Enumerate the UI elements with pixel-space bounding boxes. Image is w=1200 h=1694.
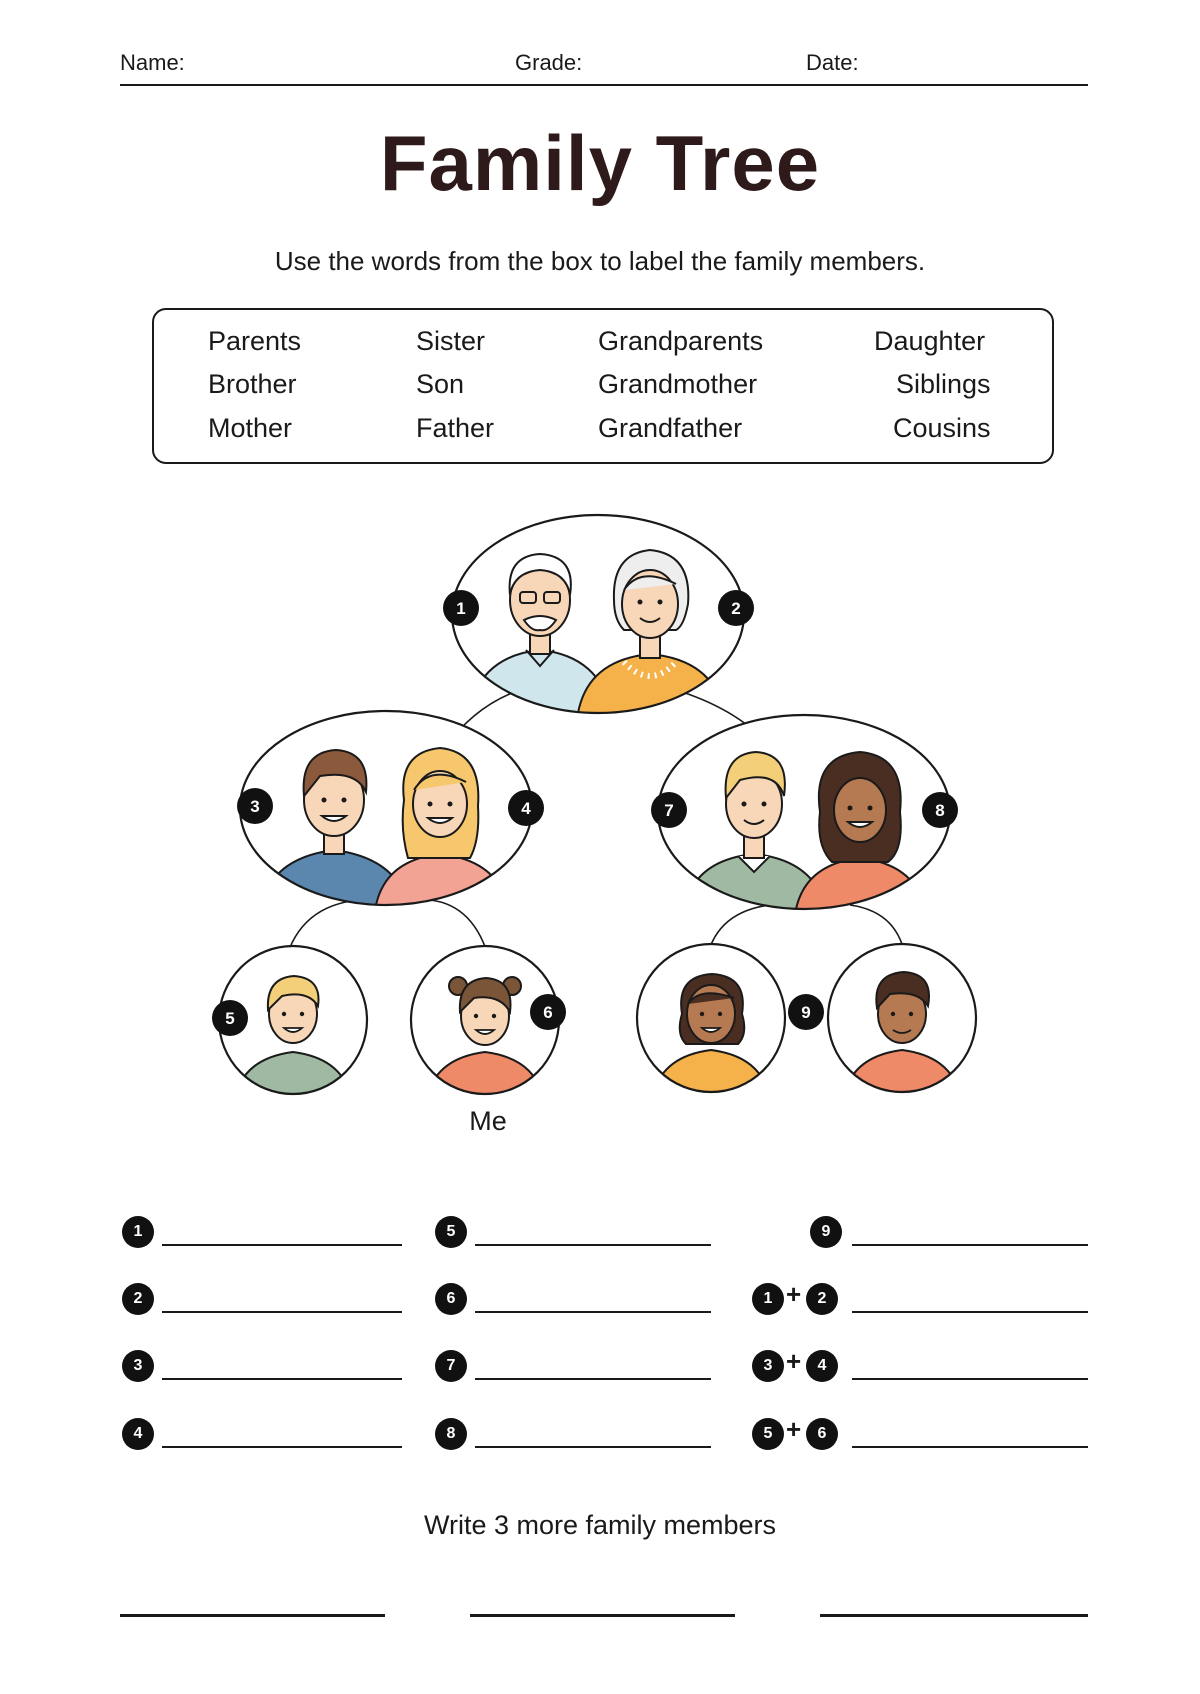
plus-sign: +: [786, 1279, 802, 1309]
tree-badge-1: [443, 590, 479, 626]
number-badge: 7: [435, 1350, 467, 1382]
number-badge: 3: [122, 1350, 154, 1382]
svg-text:3: 3: [250, 797, 260, 816]
word-item: Grandfather: [598, 413, 743, 443]
svg-text:9: 9: [801, 1003, 811, 1022]
cousin-portrait-girl: [637, 944, 785, 1092]
answer-line[interactable]: [162, 1446, 402, 1448]
number-badge: 5: [752, 1418, 784, 1450]
more-members-prompt: Write 3 more family members: [423, 1510, 777, 1540]
svg-text:2: 2: [731, 599, 741, 618]
word-item: Grandmother: [598, 369, 758, 399]
answer-line[interactable]: [475, 1446, 711, 1448]
family-tree-diagram: [0, 500, 1200, 1140]
cousin-portrait-boy: [828, 944, 976, 1092]
answer-line[interactable]: [162, 1244, 402, 1246]
number-badge: 2: [806, 1283, 838, 1315]
number-badge: 4: [806, 1350, 838, 1382]
number-badge: 6: [435, 1283, 467, 1315]
answer-line[interactable]: [162, 1311, 402, 1313]
answer-line[interactable]: [162, 1378, 402, 1380]
extra-member-line[interactable]: [820, 1614, 1088, 1617]
svg-text:5: 5: [225, 1009, 235, 1028]
answer-line[interactable]: [852, 1244, 1088, 1246]
answer-line[interactable]: [475, 1311, 711, 1313]
aunt-uncle-portrait: [658, 715, 950, 909]
word-item: Brother: [208, 369, 297, 399]
extra-member-line[interactable]: [470, 1614, 735, 1617]
word-item: Sister: [416, 326, 486, 356]
number-badge: 6: [806, 1418, 838, 1450]
number-badge: 3: [752, 1350, 784, 1382]
svg-text:7: 7: [664, 801, 674, 820]
page-title: Family Tree: [379, 119, 821, 207]
name-label: Name:: [120, 50, 185, 75]
word-item: Cousins: [893, 413, 991, 443]
number-badge: 8: [435, 1418, 467, 1450]
number-badge: 4: [122, 1418, 154, 1450]
word-item: Son: [416, 369, 465, 399]
word-item: Father: [416, 413, 495, 443]
number-badge: 1: [122, 1216, 154, 1248]
tree-badge-3: [237, 788, 273, 824]
word-bank: [152, 308, 1054, 464]
answer-line[interactable]: [852, 1378, 1088, 1380]
tree-badge-6: [530, 994, 566, 1030]
plus-sign: +: [786, 1346, 802, 1376]
svg-text:4: 4: [521, 799, 531, 818]
word-item: Parents: [208, 326, 302, 356]
parents-portrait: [240, 711, 532, 905]
plus-sign: +: [786, 1414, 802, 1444]
word-item: Mother: [208, 413, 293, 443]
tree-badge-4: [508, 790, 544, 826]
svg-text:6: 6: [543, 1003, 553, 1022]
grade-label: Grade:: [515, 50, 583, 75]
answer-line[interactable]: [475, 1378, 711, 1380]
answer-section: [0, 1196, 1200, 1456]
answer-line[interactable]: [852, 1446, 1088, 1448]
number-badge: 5: [435, 1216, 467, 1248]
answer-line[interactable]: [852, 1311, 1088, 1313]
svg-text:1: 1: [456, 599, 466, 618]
tree-badge-5: [212, 1000, 248, 1036]
tree-badge-7: [651, 792, 687, 828]
instructions: Use the words from the box to label the family members.: [274, 246, 926, 276]
student-info-header: [120, 44, 1088, 86]
number-badge: 9: [810, 1216, 842, 1248]
number-badge: 2: [122, 1283, 154, 1315]
extra-member-line[interactable]: [120, 1614, 385, 1617]
grandparents-portrait: [452, 515, 744, 713]
word-item: Siblings: [896, 369, 991, 399]
me-label: Me: [469, 1106, 507, 1136]
svg-text:8: 8: [935, 801, 945, 820]
tree-badge-2: [718, 590, 754, 626]
tree-badge-9: [788, 994, 824, 1030]
tree-badge-8: [922, 792, 958, 828]
answer-line[interactable]: [475, 1244, 711, 1246]
word-item: Daughter: [874, 326, 986, 356]
word-item: Grandparents: [598, 326, 764, 356]
number-badge: 1: [752, 1283, 784, 1315]
date-label: Date:: [806, 50, 859, 75]
